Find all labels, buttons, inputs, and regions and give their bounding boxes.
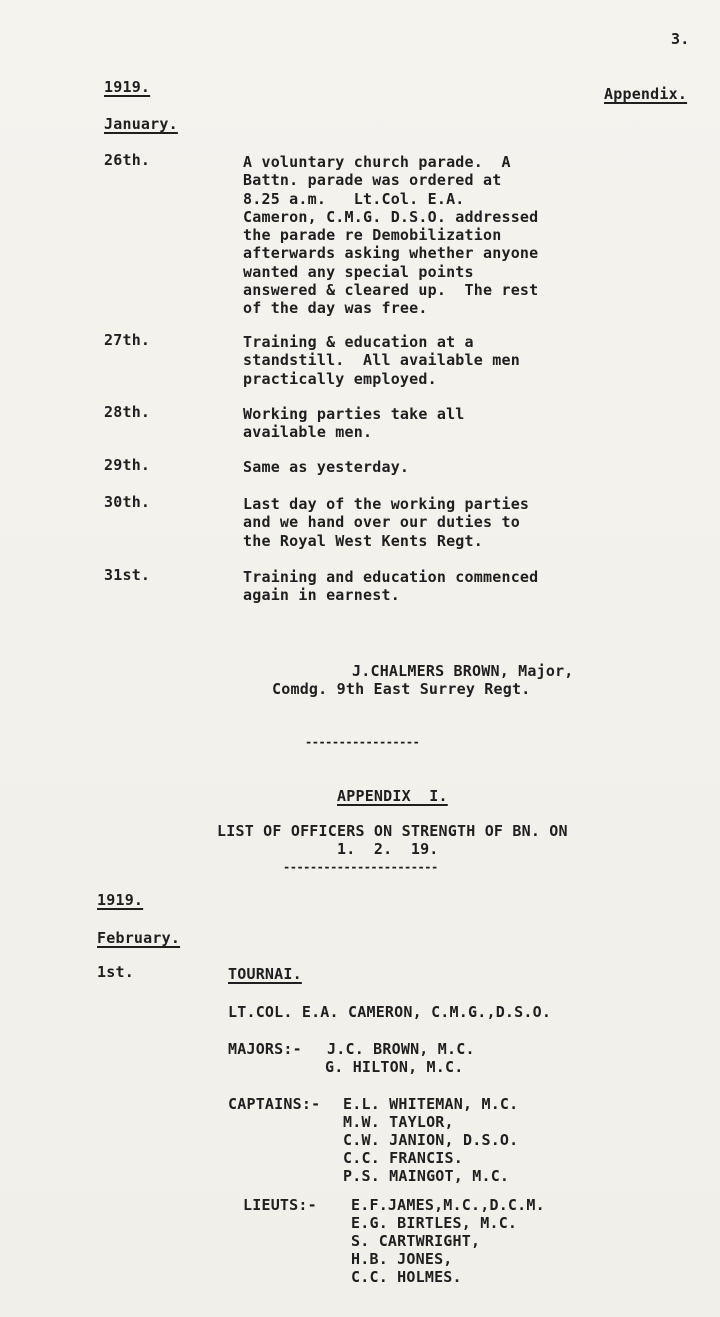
- month-heading: February.: [97, 929, 181, 947]
- separator-line: -----------------------: [283, 860, 438, 874]
- officer-name: H.B. JONES,: [351, 1250, 453, 1268]
- officer-name: P.S. MAINGOT, M.C.: [343, 1167, 510, 1185]
- entry-date: 31st.: [104, 566, 151, 584]
- entry-text: Working parties take all available men.: [243, 405, 465, 442]
- entry-date: 26th.: [104, 151, 151, 169]
- signature-command: Comdg. 9th East Surrey Regt.: [272, 680, 531, 698]
- entry-text: A voluntary church parade. A Battn. parade was ordered at 8.25 a.m. Lt.Col. E.A. Cameron, C.M.G. D.S.O. addressed the parade re Demobilization afterwards asking whether anyone wanted any special points answered & cleared up. The rest of the day was free.: [243, 153, 539, 318]
- month-heading: January.: [104, 115, 178, 133]
- officer-name: G. HILTON, M.C.: [325, 1058, 464, 1076]
- appendix-subtitle-date: 1. 2. 19.: [337, 840, 439, 858]
- entry-date: 1st.: [97, 963, 134, 981]
- officer-name: E.F.JAMES,M.C.,D.C.M.: [351, 1196, 545, 1214]
- officer-name: E.G. BIRTLES, M.C.: [351, 1214, 518, 1232]
- appendix-reference: Appendix.: [604, 85, 688, 103]
- lt-col-entry: LT.COL. E.A. CAMERON, C.M.G.,D.S.O.: [228, 1003, 552, 1021]
- majors-label: MAJORS:-: [228, 1040, 302, 1058]
- appendix-title: APPENDIX I.: [337, 787, 448, 805]
- entry-text: Same as yesterday.: [243, 458, 410, 476]
- year-heading: 1919.: [97, 891, 144, 909]
- entry-date: 27th.: [104, 331, 151, 349]
- entry-text: Training & education at a standstill. All available men practically employed.: [243, 333, 520, 388]
- lieuts-label: LIEUTS:-: [243, 1196, 317, 1214]
- appendix-subtitle: LIST OF OFFICERS ON STRENGTH OF BN. ON: [217, 822, 568, 840]
- location-heading: TOURNAI.: [228, 965, 302, 983]
- separator-line: -----------------: [305, 735, 420, 749]
- year-heading: 1919.: [104, 78, 151, 96]
- officer-name: M.W. TAYLOR,: [343, 1113, 454, 1131]
- officer-name: S. CARTWRIGHT,: [351, 1232, 481, 1250]
- entry-date: 28th.: [104, 403, 151, 421]
- officer-name: C.W. JANION, D.S.O.: [343, 1131, 519, 1149]
- entry-text: Training and education commenced again in earnest.: [243, 568, 539, 605]
- entry-text: Last day of the working parties and we hand over our duties to the Royal West Kents Regt.: [243, 495, 530, 550]
- officer-name: C.C. HOLMES.: [351, 1268, 462, 1286]
- officer-name: E.L. WHITEMAN, M.C.: [343, 1095, 519, 1113]
- officer-name: C.C. FRANCIS.: [343, 1149, 463, 1167]
- entry-date: 30th.: [104, 493, 151, 511]
- signature-name: J.CHALMERS BROWN, Major,: [352, 662, 574, 680]
- entry-date: 29th.: [104, 456, 151, 474]
- captains-label: CAPTAINS:-: [228, 1095, 321, 1113]
- officer-name: J.C. BROWN, M.C.: [327, 1040, 475, 1058]
- page-number: 3.: [671, 30, 690, 48]
